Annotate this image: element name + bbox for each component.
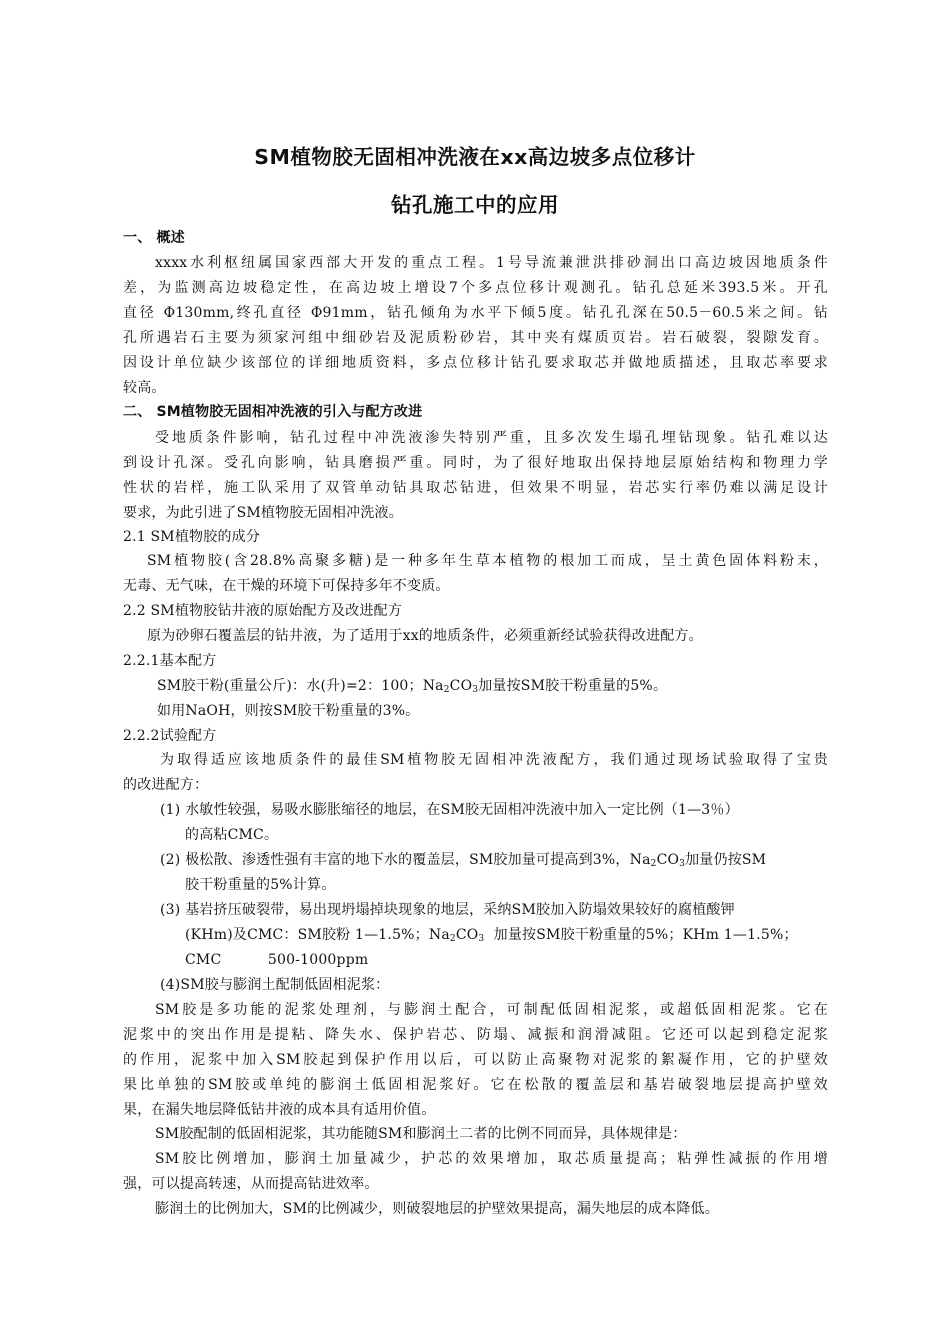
subsection-2-1-line: 无毒、无气味，在干燥的环境下可保持多年不变质。 xyxy=(123,578,450,594)
item-text: CO xyxy=(656,852,680,868)
formula-text: 加量按SM胶干粉重量的5%。 xyxy=(478,678,668,694)
section2-line: 到设计孔深。受孔向影响，钻具磨损严重。同时，为了很好地取出保持地层原始结构和物理力学 xyxy=(123,455,828,471)
subsection-2-1-heading: 2.1 SM植物胶的成分 xyxy=(123,529,261,545)
item-text: CO xyxy=(455,927,479,943)
section2-line: 性状的岩样，施工队采用了双管单动钻具取芯钻进，但效果不明显，岩芯实行率仍难以满足设计 xyxy=(123,480,828,496)
item-text: 加量仍按SM xyxy=(685,852,767,868)
section1-line: 因设计单位缺少该部位的详细地质资料，多点位移计钻孔要求取芯并做地质描述，且取芯率要求 xyxy=(123,355,828,371)
formula-text: SM胶干粉(重量公斤)：水(升)=2：100；Na xyxy=(157,678,444,694)
trial-intro-line: 的改进配方： xyxy=(123,777,209,793)
subscript: 3 xyxy=(472,685,479,695)
formula-text: CO xyxy=(449,678,473,694)
list-item-4: (4)SM胶与膨润土配制低固相泥浆： xyxy=(160,977,390,993)
section2-line: 要求，为此引进了SM植物胶无固相冲洗液。 xyxy=(123,505,403,521)
basic-formula-line: 如用NaOH，则按SM胶干粉重量的3%。 xyxy=(157,703,420,719)
section1-line: xxxx水利枢纽属国家西部大开发的重点工程。1号导流兼泄洪排砂洞出口高边坡因地质条件 xyxy=(155,255,828,271)
item-text: 加量按SM胶干粉重量的5%；KHm 1—1.5%； xyxy=(484,927,798,943)
subsection-2-2-1-heading: 2.2.1基本配方 xyxy=(123,653,217,669)
list-item-1: (1) 水敏性较强，易吸水膨胀缩径的地层，在SM胶无固相冲洗液中加入一定比例（1—3％） xyxy=(160,802,739,818)
section1-heading: 一、 概述 xyxy=(123,230,185,246)
paragraph-line: 的作用，泥浆中加入SM胶起到保护作用以后，可以防止高聚物对泥浆的絮凝作用，它的护壁效 xyxy=(123,1052,828,1068)
list-item-2-cont: 胶干粉重量的5%计算。 xyxy=(185,877,336,893)
trial-intro-line: 为取得适应该地质条件的最佳SM植物胶无固相冲洗液配方，我们通过现场试验取得了宝贵 xyxy=(160,752,828,768)
paragraph-line: 强，可以提高转速，从而提高钻进效率。 xyxy=(123,1176,379,1192)
list-item-2 xyxy=(160,851,766,869)
paragraph-line: SM胶配制的低固相泥浆，其功能随SM和膨润土二者的比例不同而异，具体规律是： xyxy=(155,1126,687,1142)
subsection-2-2-2-heading: 2.2.2试验配方 xyxy=(123,728,217,744)
paragraph-line: SM胶比例增加，膨润土加量减少，护芯的效果增加，取芯质量提高；粘弹性减振的作用增 xyxy=(155,1151,828,1167)
subsection-2-2-line: 原为砂卵石覆盖层的钻井液，为了适用于xx的地质条件，必须重新经试验获得改进配方。 xyxy=(147,628,703,644)
subscript: 3 xyxy=(679,859,686,869)
paragraph-line: SM胶是多功能的泥浆处理剂，与膨润土配合，可制配低固相泥浆，或超低固相泥浆。它在 xyxy=(155,1002,828,1018)
subscript: 2 xyxy=(443,685,450,695)
paragraph-line: 泥浆中的突出作用是提粘、降失水、保护岩芯、防塌、减振和润滑减阻。它还可以起到稳定泥浆 xyxy=(123,1027,828,1043)
subscript: 2 xyxy=(650,859,657,869)
section1-line: 直径 Φ130mm,终孔直径 Φ91mm，钻孔倾角为水平下倾5度。钻孔孔深在50.5－60.5米之间。钻 xyxy=(123,305,828,321)
section1-line: 差，为监测高边坡稳定性，在高边坡上增设7个多点位移计观测孔。钻孔总延米393.5米。开孔 xyxy=(123,280,828,296)
list-item-3: (3) 基岩挤压破裂带，易出现坍塌掉块现象的地层，采纳SM胶加入防塌效果较好的腐植酸钾 xyxy=(160,902,735,918)
list-item-1-cont: 的高粘CMC。 xyxy=(185,827,279,843)
item-text: (KHm)及CMC：SM胶粉 1—1.5%；Na xyxy=(185,927,450,943)
subsection-2-1-line: SM植物胶(含28.8%高聚多糖)是一种多年生草本植物的根加工而成，呈土黄色固体料粉末， xyxy=(147,553,828,569)
document-title-line1: SM植物胶无固相冲洗液在xx高边坡多点位移计 xyxy=(254,145,696,169)
subscript: 3 xyxy=(478,934,485,944)
section1-line: 较高。 xyxy=(123,380,166,396)
list-item-3-cont: CMC 500-1000ppm xyxy=(185,952,369,968)
section2-heading: 二、 SM植物胶无固相冲洗液的引入与配方改进 xyxy=(123,404,423,420)
section2-line: 受地质条件影响，钻孔过程中冲洗液渗失特别严重，且多次发生塌孔埋钻现象。钻孔难以达 xyxy=(155,430,828,446)
paragraph-line: 膨润土的比例加大，SM的比例减少，则破裂地层的护壁效果提高，漏失地层的成本降低。 xyxy=(155,1201,719,1217)
subscript: 2 xyxy=(449,934,456,944)
paragraph-line: 果比单独的SM胶或单纯的膨润土低固相泥浆好。它在松散的覆盖层和基岩破裂地层提高护壁效 xyxy=(123,1077,828,1093)
basic-formula-line xyxy=(157,677,667,695)
paragraph-line: 果，在漏失地层降低钻井液的成本具有适用价值。 xyxy=(123,1102,436,1118)
document-title-line2: 钻孔施工中的应用 xyxy=(391,193,559,217)
section1-line: 孔所遇岩石主要为须家河组中细砂岩及泥质粉砂岩，其中夹有煤质页岩。岩石破裂，裂隙发育。 xyxy=(123,330,828,346)
item-text: (2) 极松散、渗透性强有丰富的地下水的覆盖层，SM胶加量可提高到3%，Na xyxy=(160,852,651,868)
subsection-2-2-heading: 2.2 SM植物胶钻井液的原始配方及改进配方 xyxy=(123,603,403,619)
list-item-3-cont xyxy=(185,926,798,944)
